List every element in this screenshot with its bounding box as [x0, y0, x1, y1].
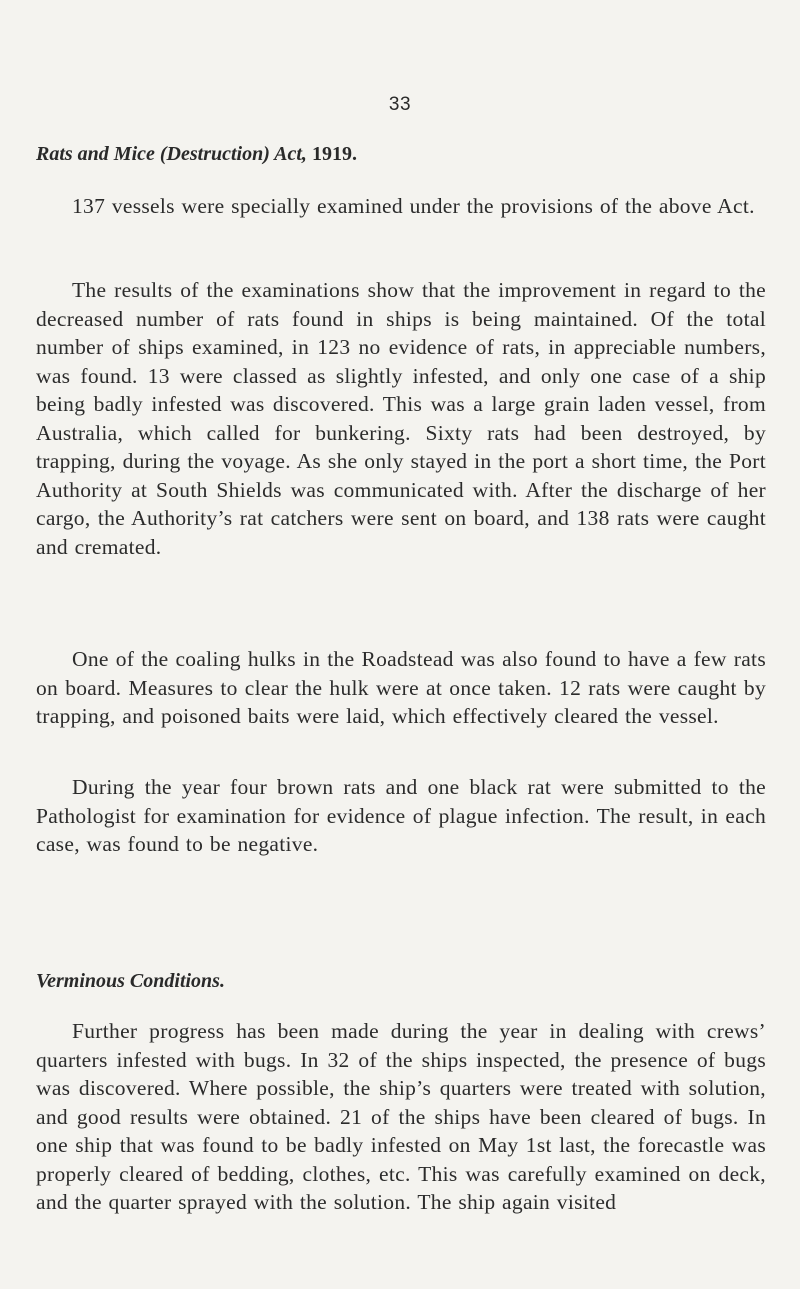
section-heading-year: 1919. [306, 143, 357, 165]
paragraph-verminous-conditions: Further progress has been made during the year in dealing with crews’ quarters infested with bugs. In 32 of the ships inspected, the presence of bugs was discovered. Where possible, the ship’s quarters were treated with solution, and good results were obtained. 21 of the ships have been cleared of bugs. In one ship that was found to be badly infested on May 1st last, the forecastle was properly cleared of bedding, clothes, etc. This was carefully examined on deck, and the quarter sprayed with the solution. The ship again visited [36, 1019, 766, 1214]
page-number: 33 [388, 94, 412, 115]
section-heading-title: Rats and Mice (Destruction) Act, [36, 143, 307, 165]
paragraph-examination-results: The results of the examinations show that the improvement in regard to the decreased number of rats found in ships is being maintained. Of the total number of ships examined, in 123 no evidence of rats, in appreciable numbers, was found. 13 were classed as slightly infested, and only one case of a ship being badly infested was discovered. This was a large grain laden vessel, from Australia, which called for bunkering. Sixty rats had been destroyed, by trapping, during the voyage. As she only stayed in the port a short time, the Port Authority at South Shields was communicated with. After the discharge of her cargo, the Authority’s rat catchers were sent on board, and 138 rats were caught and cremated. [36, 278, 766, 559]
paragraph-plague-examination: During the year four brown rats and one black rat were submitted to the Pathologist for examination for evidence of plague infection. The result, in each case, was found to be negative. [36, 775, 766, 856]
paragraph-coaling-hulks: One of the coaling hulks in the Roadstead was also found to have a few rats on board. Measures to clear the hulk were at once taken. 12 rats were caught by trapping, and poisoned baits were laid, which effectively cleared the vessel. [36, 647, 766, 728]
section-heading-verminous-conditions: Verminous Conditions. [36, 970, 225, 992]
section-heading-rats-and-mice-act [36, 143, 764, 166]
paragraph-vessels-examined: 137 vessels were specially examined under the provisions of the above Act. [72, 194, 755, 218]
